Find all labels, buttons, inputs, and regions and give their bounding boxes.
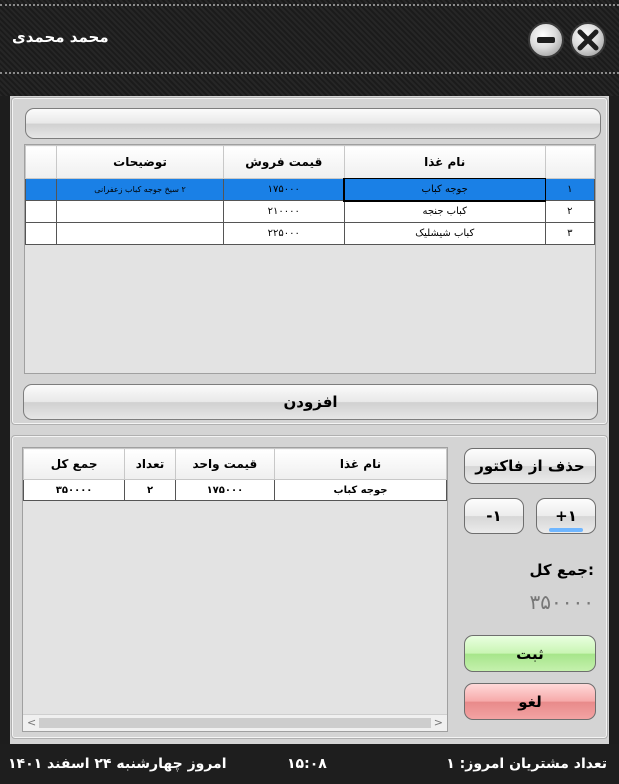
today-date: امروز چهارشنبه ۲۴ اسفند ۱۴۰۱	[8, 756, 227, 772]
close-icon	[576, 28, 600, 52]
status-bar	[0, 744, 619, 784]
invoice-header-total[interactable]: جمع کل	[24, 449, 125, 480]
total-value: ۳۵۰۰۰۰	[529, 590, 594, 614]
menu-header-extra	[26, 146, 57, 179]
menu-row-name[interactable]: جوجه کباب	[344, 179, 545, 201]
menu-row-index: ۳	[545, 223, 594, 245]
submit-button[interactable]: ثبت	[464, 635, 596, 672]
customers-today: تعداد مشتریان امروز: ۱	[446, 756, 607, 772]
menu-header-index	[545, 146, 594, 179]
window-title: محمد محمدی	[12, 28, 109, 46]
menu-header-price[interactable]: قیمت فروش	[223, 146, 344, 179]
menu-row-notes[interactable]: ۲ سیخ جوجه کباب زعفرانی	[57, 179, 223, 201]
menu-row-name[interactable]: کباب جنجه	[344, 201, 545, 223]
invoice-header-name[interactable]: نام غذا	[274, 449, 446, 480]
invoice-row-unit-price[interactable]: ۱۷۵۰۰۰	[175, 480, 274, 501]
invoice-row-qty[interactable]: ۲	[125, 480, 176, 501]
add-button[interactable]: افزودن	[23, 384, 598, 420]
increment-button[interactable]: +۱	[536, 498, 596, 534]
menu-header-name[interactable]: نام غذا	[344, 146, 545, 179]
menu-row[interactable]	[26, 179, 595, 201]
invoice-header-qty[interactable]: تعداد	[125, 449, 176, 480]
decrement-button[interactable]: -۱	[464, 498, 524, 534]
invoice-row[interactable]	[24, 480, 447, 501]
menu-row-extra	[26, 179, 57, 201]
scroll-left-icon[interactable]: <	[27, 716, 37, 729]
menu-header-notes[interactable]: توضیحات	[57, 146, 223, 179]
menu-row-notes[interactable]	[57, 223, 223, 245]
delete-from-invoice-button[interactable]: حذف از فاکتور	[464, 448, 596, 484]
title-bar	[0, 0, 619, 96]
invoice-row-name[interactable]: جوجه کباب	[274, 480, 446, 501]
menu-grid[interactable]	[24, 144, 596, 374]
menu-row[interactable]	[26, 201, 595, 223]
menu-row-name[interactable]: کباب شیشلیک	[344, 223, 545, 245]
clock: ۱۵:۰۸	[287, 756, 327, 772]
invoice-grid[interactable]	[22, 447, 448, 732]
menu-row-price[interactable]: ۱۷۵۰۰۰	[223, 179, 344, 201]
cancel-button[interactable]: لغو	[464, 683, 596, 720]
stitch-line-bottom	[0, 72, 619, 74]
menu-row[interactable]	[26, 223, 595, 245]
scroll-right-icon[interactable]: >	[433, 716, 443, 729]
menu-section	[12, 98, 607, 424]
menu-row-price[interactable]: ۲۲۵۰۰۰	[223, 223, 344, 245]
total-label: جمع کل:	[529, 561, 594, 579]
invoice-table	[23, 448, 447, 501]
menu-header-row	[26, 146, 595, 179]
menu-row-notes[interactable]	[57, 201, 223, 223]
close-button[interactable]	[570, 22, 606, 58]
menu-row-index: ۱	[545, 179, 594, 201]
main-panel	[10, 96, 609, 744]
invoice-header-row	[24, 449, 447, 480]
invoice-row-total[interactable]: ۳۵۰۰۰۰	[24, 480, 125, 501]
menu-row-extra	[26, 201, 57, 223]
invoice-section	[12, 436, 607, 738]
search-bar[interactable]	[25, 108, 601, 139]
menu-row-price[interactable]: ۲۱۰۰۰۰	[223, 201, 344, 223]
horizontal-scrollbar[interactable]	[23, 714, 447, 731]
scroll-thumb[interactable]	[39, 718, 431, 728]
minimize-button[interactable]	[528, 22, 564, 58]
invoice-header-unit-price[interactable]: قیمت واحد	[175, 449, 274, 480]
minus-icon	[535, 29, 557, 51]
menu-row-index: ۲	[545, 201, 594, 223]
menu-row-extra	[26, 223, 57, 245]
stitch-line-top	[0, 4, 619, 6]
menu-table	[25, 145, 595, 245]
